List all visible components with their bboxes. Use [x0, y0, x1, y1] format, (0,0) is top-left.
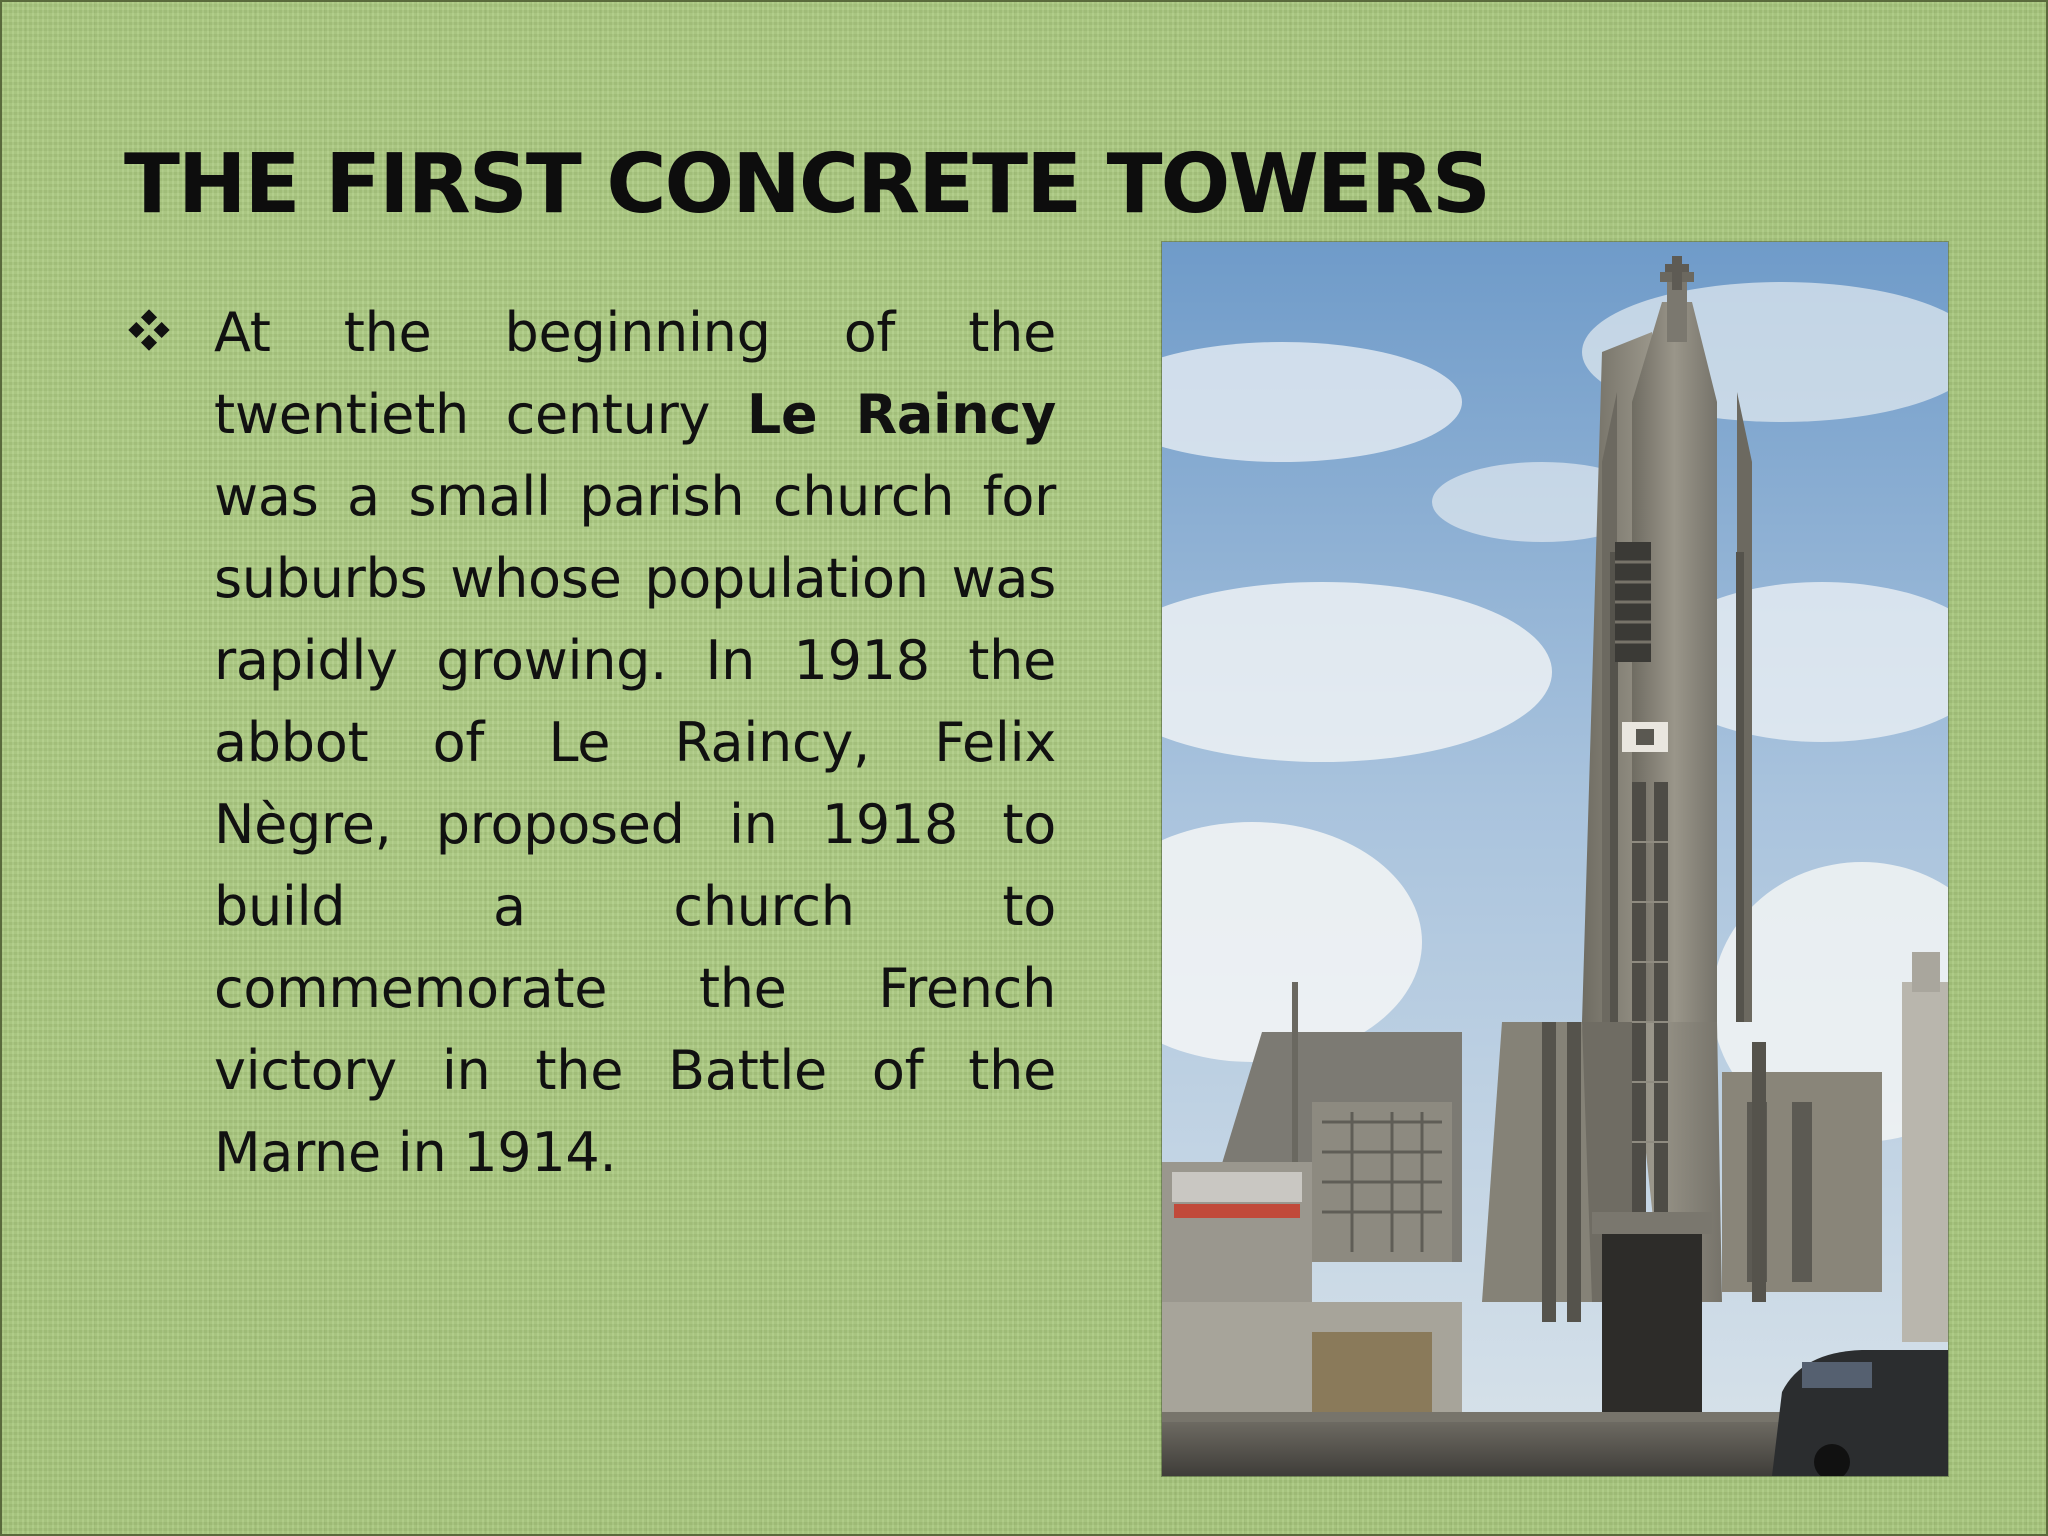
bullet-paragraph: [214, 292, 1056, 1194]
paragraph-lead: At the beginning of the twentieth century: [214, 301, 1056, 446]
slide-title: THE FIRST CONCRETE TOWERS: [124, 137, 1489, 232]
four-diamond-bullet-icon: [126, 292, 214, 374]
slide-body: [126, 292, 1056, 1194]
bullet-item: [126, 292, 1056, 1194]
paragraph-rest: was a small parish church for suburbs whose population was rapidly growing. In 1918 the abbot of Le Raincy, Felix Nègre, proposed in 1918 to build a church to commemorate the French victory in the Battle of the Marne in 1914.: [214, 465, 1056, 1184]
paragraph-emphasis: Le Raincy: [746, 383, 1056, 446]
church-tower-photo: [1162, 242, 1948, 1476]
